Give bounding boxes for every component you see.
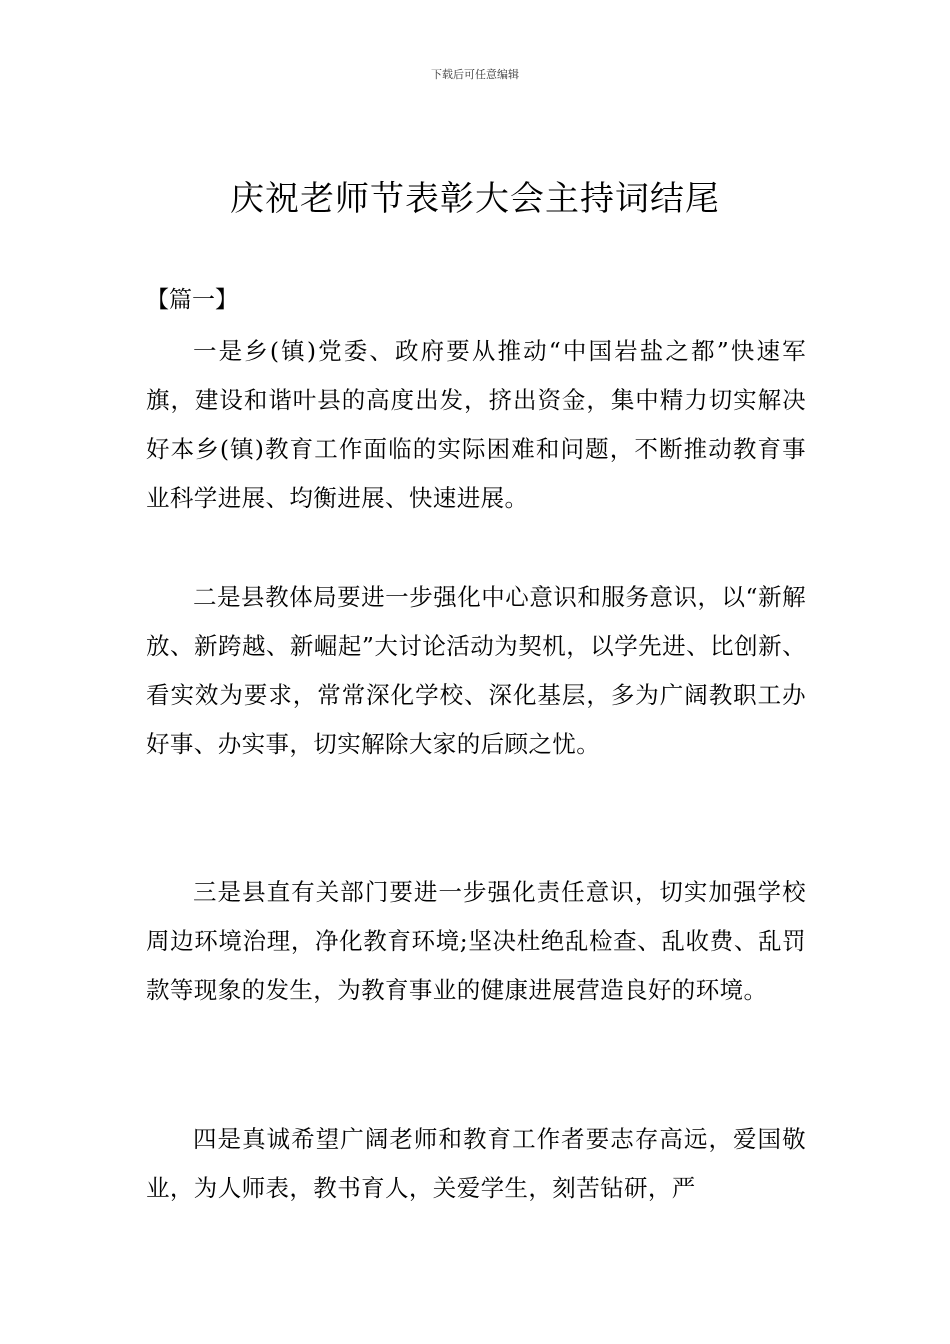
paragraph-2: 二是县教体局要进一步强化中心意识和服务意识，以“新解放、新跨越、新崛起”大讨论活动为契机，以学先进、比创新、看实效为要求，常常深化学校、深化基层，多为广阔教职工办好事、办实事，切实解除大家的后顾之忧。	[146, 583, 806, 758]
document-title: 庆祝老师节表彰大会主持词结尾	[230, 179, 720, 219]
paragraph-1: 一是乡(镇)党委、政府要从推动“中国岩盐之都”快速军旗，建设和谐叶县的高度出发，挤出资金，集中精力切实解决好本乡(镇)教育工作面临的实际困难和问题，不断推动教育事业科学进展、均衡进展、快速进展。	[146, 337, 806, 512]
paragraph-3: 三是县直有关部门要进一步强化责任意识，切实加强学校周边环境治理，净化教育环境;坚决杜绝乱检查、乱收费、乱罚款等现象的发生，为教育事业的健康进展营造良好的环境。	[146, 878, 806, 1004]
paragraph-4: 四是真诚希望广阔老师和教育工作者要志存高远，爱国敬业，为人师表，教书育人，关爱学生，刻苦钻研，严	[146, 1125, 806, 1202]
section-label: 【篇一】	[146, 287, 238, 313]
header-note: 下载后可任意编辑	[431, 68, 519, 81]
